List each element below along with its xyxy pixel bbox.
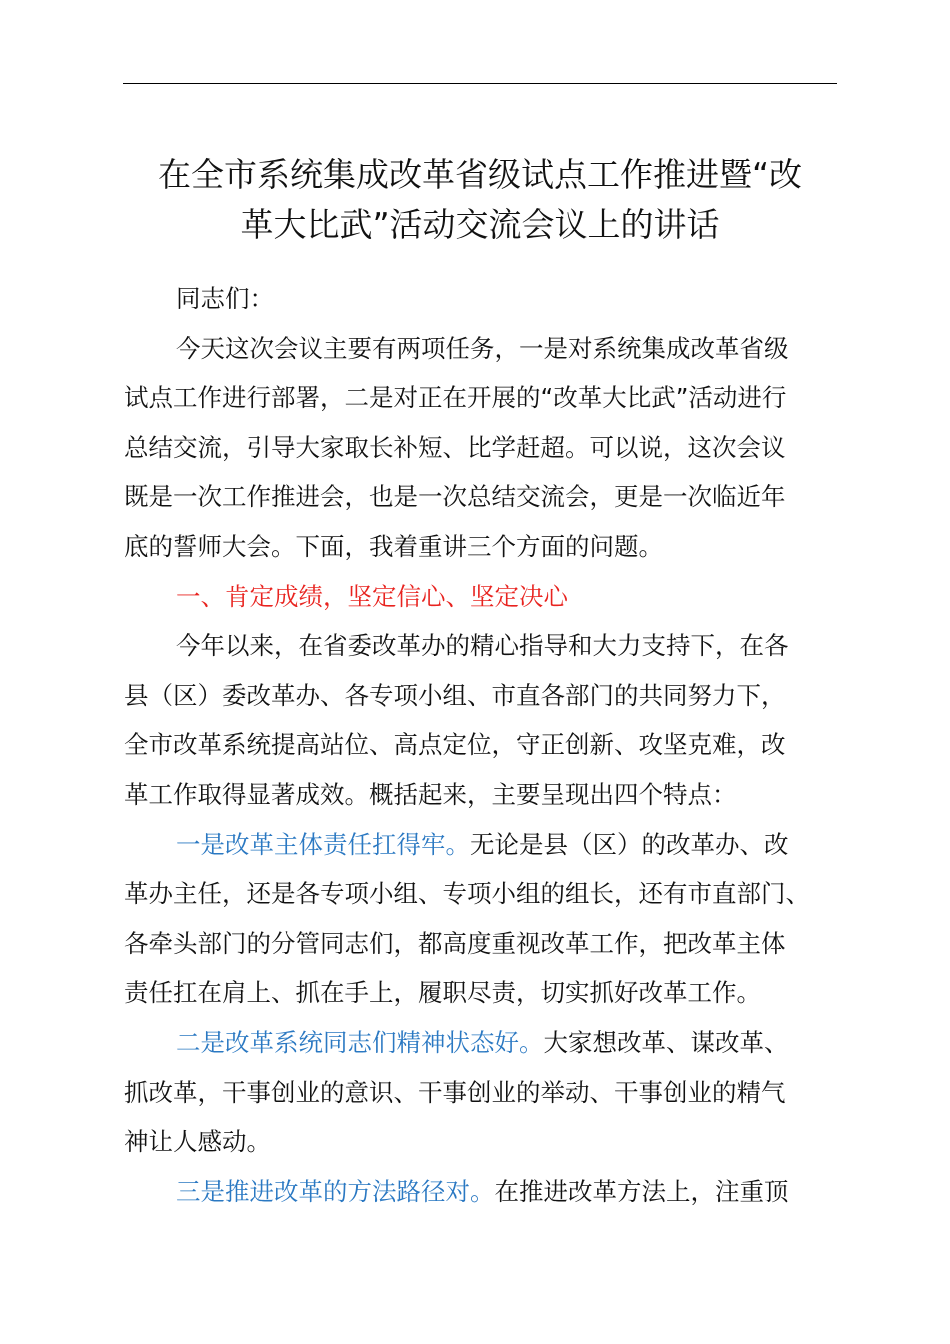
intro-line-5: 底的誓师大会。下面，我着重讲三个方面的问题。 [124,531,663,561]
intro-line-2: 试点工作进行部署，二是对正在开展的“改革大比武”活动进行 [124,383,787,413]
point-2-heading: 二是改革系统同志们精神状态好。 [176,1027,544,1057]
point-1-line-1 [124,820,838,870]
section-1-line-4: 革工作取得显著成效。概括起来，主要呈现出四个特点： [124,779,737,809]
point-2-line-3: 神让人感动。 [124,1127,271,1157]
point-2-text: 大家想改革、谋改革、 [543,1027,789,1057]
header-rule [123,83,837,84]
document-title [118,150,842,250]
point-2-line-1 [124,1018,838,1068]
point-3-text: 在推进改革方法上，注重顶 [494,1176,789,1206]
point-3-line-1 [124,1167,838,1217]
intro-line-1: 今天这次会议主要有两项任务，一是对系统集成改革省级 [176,333,789,363]
section-1-heading: 一、肯定成绩，坚定信心、坚定决心 [176,581,568,611]
point-1-heading: 一是改革主体责任扛得牢。 [176,829,470,859]
point-1-text: 无论是县（区）的改革办、改 [470,829,789,859]
section-1-line-2: 县（区）委改革办、各专项小组、市直各部门的共同努力下， [124,680,786,710]
document-body [124,274,838,1216]
section-1-line-1: 今年以来，在省委改革办的精心指导和大力支持下，在各 [176,631,789,661]
point-1-line-3: 各牵头部门的分管同志们，都高度重视改革工作，把改革主体 [124,928,786,958]
greeting: 同志们： [176,284,274,313]
intro-line-3: 总结交流，引导大家取长补短、比学赶超。可以说，这次会议 [124,432,786,462]
title-line-1: 在全市系统集成改革省级试点工作推进暨“改 [157,155,803,194]
point-3-heading: 三是推进改革的方法路径对。 [176,1176,495,1206]
point-2-line-2: 抓改革，干事创业的意识、干事创业的举动、干事创业的精气 [124,1077,786,1107]
intro-line-4: 既是一次工作推进会，也是一次总结交流会，更是一次临近年 [124,482,786,512]
section-1-line-3: 全市改革系统提高站位、高点定位，守正创新、攻坚克难，改 [124,730,786,760]
point-1-line-2: 革办主任，还是各专项小组、专项小组的组长，还有市直部门、 [124,879,810,909]
point-1-line-4: 责任扛在肩上、抓在手上，履职尽责，切实抓好改革工作。 [124,978,761,1008]
title-line-2: 革大比武”活动交流会议上的讲话 [240,205,720,244]
